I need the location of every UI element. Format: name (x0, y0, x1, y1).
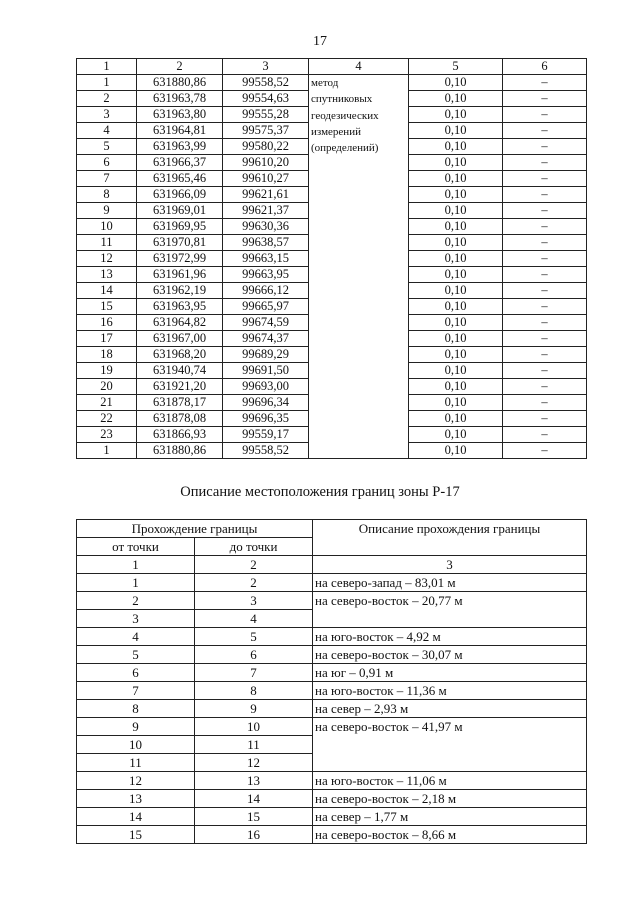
coords-cell: 0,10 (409, 331, 503, 347)
to-point-cell: 13 (195, 772, 313, 790)
coords-cell: – (503, 395, 587, 411)
from-point-cell: 8 (77, 700, 195, 718)
to-point-cell: 10 (195, 718, 313, 736)
coords-cell: – (503, 187, 587, 203)
table-row (77, 75, 587, 91)
coords-cell: 16 (77, 315, 137, 331)
coords-cell: 23 (77, 427, 137, 443)
coords-cell: – (503, 267, 587, 283)
direction-description-cell: на север – 1,77 м (313, 808, 587, 826)
coords-cell: 99689,29 (223, 347, 309, 363)
coords-cell: 14 (77, 283, 137, 299)
from-point-cell: 6 (77, 664, 195, 682)
coords-cell: 631880,86 (137, 443, 223, 459)
coords-cell: 0,10 (409, 171, 503, 187)
coords-cell: 631963,80 (137, 107, 223, 123)
coords-cell: 1 (77, 443, 137, 459)
coords-cell: 0,10 (409, 123, 503, 139)
coords-cell: – (503, 315, 587, 331)
coords-cell: 0,10 (409, 347, 503, 363)
header-to-point: до точки (195, 538, 313, 556)
coords-header-cell: 3 (223, 59, 309, 75)
coords-cell: – (503, 219, 587, 235)
coords-cell: 631961,96 (137, 267, 223, 283)
coords-cell: 631921,20 (137, 379, 223, 395)
coords-cell: 631962,19 (137, 283, 223, 299)
table-row (77, 700, 587, 718)
coords-cell: 0,10 (409, 283, 503, 299)
coords-cell: 0,10 (409, 395, 503, 411)
from-point-cell: 1 (77, 574, 195, 592)
direction-description-cell: на юго-восток – 11,36 м (313, 682, 587, 700)
table-row (77, 592, 587, 610)
coords-cell: 99638,57 (223, 235, 309, 251)
to-point-cell: 4 (195, 610, 313, 628)
table-row (77, 646, 587, 664)
header-boundary-pass: Прохождение границы (77, 520, 313, 538)
table-row (77, 718, 587, 736)
header-description: Описание прохождения границы (313, 520, 587, 556)
coords-cell: – (503, 171, 587, 187)
coords-header-cell: 1 (77, 59, 137, 75)
table-row (77, 772, 587, 790)
method-line: спутниковых (311, 93, 373, 106)
table-row (77, 664, 587, 682)
coords-cell: 99696,34 (223, 395, 309, 411)
from-point-cell: 5 (77, 646, 195, 664)
coords-cell: 0,10 (409, 107, 503, 123)
coords-cell: 0,10 (409, 363, 503, 379)
coords-cell: 0,10 (409, 203, 503, 219)
boundary-description-table (76, 519, 587, 844)
coords-header-cell: 4 (309, 59, 409, 75)
coords-header-cell: 2 (137, 59, 223, 75)
section-title: Описание местоположения границ зоны Р-17 (180, 484, 460, 500)
coords-cell: 631972,99 (137, 251, 223, 267)
coords-cell: 0,10 (409, 315, 503, 331)
coords-cell: 19 (77, 363, 137, 379)
from-point-cell: 3 (77, 610, 195, 628)
coords-cell: – (503, 203, 587, 219)
direction-description-cell: на северо-восток – 41,97 м (313, 718, 587, 772)
coords-cell: 631966,09 (137, 187, 223, 203)
column-number-cell: 1 (77, 556, 195, 574)
direction-description-cell: на северо-восток – 30,07 м (313, 646, 587, 664)
coords-cell: 0,10 (409, 155, 503, 171)
coords-cell: 99621,37 (223, 203, 309, 219)
coords-cell: 0,10 (409, 91, 503, 107)
coords-cell: 631963,95 (137, 299, 223, 315)
direction-description-cell: на северо-восток – 8,66 м (313, 826, 587, 844)
coords-cell: – (503, 443, 587, 459)
coords-cell: 631970,81 (137, 235, 223, 251)
coords-cell: 99558,52 (223, 75, 309, 91)
column-number-cell: 3 (313, 556, 587, 574)
coords-cell: 13 (77, 267, 137, 283)
to-point-cell: 9 (195, 700, 313, 718)
coords-cell: 20 (77, 379, 137, 395)
coords-cell: 631866,93 (137, 427, 223, 443)
coords-cell: – (503, 139, 587, 155)
coords-cell: 631965,46 (137, 171, 223, 187)
coords-cell: 99663,15 (223, 251, 309, 267)
coords-cell: 0,10 (409, 219, 503, 235)
coords-cell: – (503, 331, 587, 347)
coords-cell: 631963,78 (137, 91, 223, 107)
to-point-cell: 2 (195, 574, 313, 592)
coords-cell: 631969,95 (137, 219, 223, 235)
coords-cell: 99580,22 (223, 139, 309, 155)
coords-cell: 15 (77, 299, 137, 315)
coords-cell: – (503, 107, 587, 123)
coords-cell: 99666,12 (223, 283, 309, 299)
direction-description-cell: на юго-восток – 11,06 м (313, 772, 587, 790)
coords-cell: – (503, 123, 587, 139)
coords-cell: 0,10 (409, 235, 503, 251)
direction-description-cell: на северо-запад – 83,01 м (313, 574, 587, 592)
coords-cell: 99558,52 (223, 443, 309, 459)
coords-cell: 99674,37 (223, 331, 309, 347)
method-line: геодезических (311, 109, 379, 122)
coords-cell: 99691,50 (223, 363, 309, 379)
coords-cell: 99674,59 (223, 315, 309, 331)
coords-cell: 631878,17 (137, 395, 223, 411)
coords-header-cell: 6 (503, 59, 587, 75)
coords-cell: – (503, 379, 587, 395)
coords-cell: 6 (77, 155, 137, 171)
from-point-cell: 10 (77, 736, 195, 754)
coords-cell: 1 (77, 75, 137, 91)
direction-description-cell: на юго-восток – 4,92 м (313, 628, 587, 646)
from-point-cell: 11 (77, 754, 195, 772)
coords-cell: 99621,61 (223, 187, 309, 203)
table-row (77, 808, 587, 826)
coords-cell: 631966,37 (137, 155, 223, 171)
coords-cell: – (503, 91, 587, 107)
coords-cell: 17 (77, 331, 137, 347)
coords-cell: 21 (77, 395, 137, 411)
coords-cell: 12 (77, 251, 137, 267)
to-point-cell: 5 (195, 628, 313, 646)
method-line: (определений) (311, 142, 379, 155)
coords-cell: 0,10 (409, 267, 503, 283)
coords-cell: 18 (77, 347, 137, 363)
coords-cell: 0,10 (409, 187, 503, 203)
from-point-cell: 15 (77, 826, 195, 844)
header-from-point: от точки (77, 538, 195, 556)
coords-cell: 99610,27 (223, 171, 309, 187)
coords-cell: 22 (77, 411, 137, 427)
coords-cell: 99555,28 (223, 107, 309, 123)
coords-cell: 2 (77, 91, 137, 107)
coords-cell: 99665,97 (223, 299, 309, 315)
page-number: 17 (313, 34, 327, 49)
coords-cell: 631964,81 (137, 123, 223, 139)
coords-cell: – (503, 251, 587, 267)
table-row (77, 682, 587, 700)
from-point-cell: 12 (77, 772, 195, 790)
coords-cell: – (503, 347, 587, 363)
coords-cell: 631963,99 (137, 139, 223, 155)
coords-cell: 99696,35 (223, 411, 309, 427)
coords-header-row (77, 59, 587, 75)
coords-cell: – (503, 427, 587, 443)
from-point-cell: 2 (77, 592, 195, 610)
from-point-cell: 9 (77, 718, 195, 736)
table-row (77, 574, 587, 592)
coords-cell: 0,10 (409, 411, 503, 427)
coords-cell: 3 (77, 107, 137, 123)
table-row (77, 826, 587, 844)
coords-cell: 7 (77, 171, 137, 187)
coords-cell: 0,10 (409, 379, 503, 395)
coords-cell: 99610,20 (223, 155, 309, 171)
coords-cell: 631967,00 (137, 331, 223, 347)
coords-cell: 631969,01 (137, 203, 223, 219)
coords-cell: 0,10 (409, 443, 503, 459)
from-point-cell: 14 (77, 808, 195, 826)
coords-cell: – (503, 155, 587, 171)
from-point-cell: 4 (77, 628, 195, 646)
coords-cell: 0,10 (409, 427, 503, 443)
to-point-cell: 3 (195, 592, 313, 610)
coordinates-table (76, 58, 587, 459)
coords-cell: 631964,82 (137, 315, 223, 331)
to-point-cell: 7 (195, 664, 313, 682)
coords-cell: 99663,95 (223, 267, 309, 283)
method-line: измерений (311, 125, 361, 138)
coords-cell: 99559,17 (223, 427, 309, 443)
to-point-cell: 16 (195, 826, 313, 844)
from-point-cell: 7 (77, 682, 195, 700)
to-point-cell: 11 (195, 736, 313, 754)
coords-cell: 99693,00 (223, 379, 309, 395)
method-cell (309, 75, 409, 459)
from-point-cell: 13 (77, 790, 195, 808)
coords-header-cell: 5 (409, 59, 503, 75)
coords-cell: 631940,74 (137, 363, 223, 379)
coords-cell: 9 (77, 203, 137, 219)
coords-cell: 11 (77, 235, 137, 251)
table-row (77, 628, 587, 646)
coords-cell: 0,10 (409, 251, 503, 267)
coords-cell: 631968,20 (137, 347, 223, 363)
direction-description-cell: на север – 2,93 м (313, 700, 587, 718)
coords-cell: – (503, 363, 587, 379)
coords-cell: 99575,37 (223, 123, 309, 139)
coords-cell: 0,10 (409, 139, 503, 155)
coords-cell: 8 (77, 187, 137, 203)
to-point-cell: 15 (195, 808, 313, 826)
coords-cell: – (503, 283, 587, 299)
coords-cell: 0,10 (409, 75, 503, 91)
method-line: метод (311, 77, 339, 89)
to-point-cell: 12 (195, 754, 313, 772)
table-row (77, 790, 587, 808)
coords-cell: 99630,36 (223, 219, 309, 235)
coords-cell: 5 (77, 139, 137, 155)
coords-cell: – (503, 299, 587, 315)
coords-cell: 631880,86 (137, 75, 223, 91)
coords-cell: 631878,08 (137, 411, 223, 427)
coords-cell: 0,10 (409, 299, 503, 315)
to-point-cell: 6 (195, 646, 313, 664)
coords-cell: – (503, 75, 587, 91)
coords-cell: 4 (77, 123, 137, 139)
coords-cell: 99554,63 (223, 91, 309, 107)
to-point-cell: 8 (195, 682, 313, 700)
column-number-cell: 2 (195, 556, 313, 574)
coords-cell: 10 (77, 219, 137, 235)
coords-cell: – (503, 411, 587, 427)
direction-description-cell: на северо-восток – 2,18 м (313, 790, 587, 808)
direction-description-cell: на северо-восток – 20,77 м (313, 592, 587, 628)
coords-cell: – (503, 235, 587, 251)
to-point-cell: 14 (195, 790, 313, 808)
direction-description-cell: на юг – 0,91 м (313, 664, 587, 682)
bounds-header-row (77, 520, 587, 538)
bounds-number-row (77, 556, 587, 574)
